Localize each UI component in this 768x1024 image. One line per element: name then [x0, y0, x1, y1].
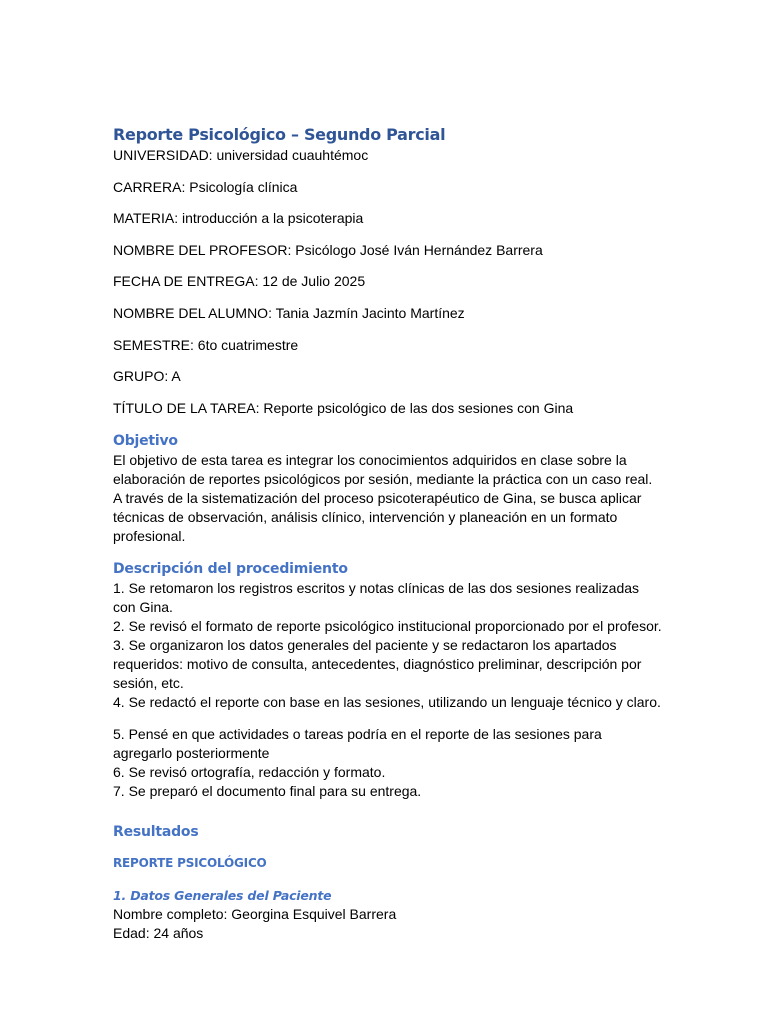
datos-line: Edad: 24 años: [113, 924, 204, 941]
procedimiento-line: 4. Se redactó el reporte con base en las sesiones, utilizando un lenguaje técnico y claro.: [113, 693, 661, 710]
field-alumno: NOMBRE DEL ALUMNO: Tania Jazmín Jacinto Martínez: [113, 304, 465, 321]
field-universidad: UNIVERSIDAD: universidad cuauhtémoc: [113, 147, 369, 163]
document-title: Reporte Psicológico – Segundo Parcial: [113, 125, 446, 144]
heading-resultados: Resultados: [113, 823, 199, 840]
field-titulo-tarea: TÍTULO DE LA TAREA: Reporte psicológico de las dos sesiones con Gina: [113, 399, 574, 416]
objetivo-line: A través de la sistematización del proceso psicoterapéutico de Gina, se busca aplicar: [113, 489, 642, 506]
objetivo-paragraph: [113, 451, 673, 546]
procedimiento-line: 2. Se revisó el formato de reporte psicológico institucional proporcionado por el profesor.: [113, 617, 662, 634]
heading-objetivo: Objetivo: [113, 432, 178, 449]
procedimiento-line: sesión, etc.: [113, 674, 184, 691]
procedimiento-steps-a: [113, 579, 673, 712]
heading-procedimiento: Descripción del procedimiento: [113, 560, 348, 577]
datos-generales: [113, 905, 673, 943]
field-profesor: NOMBRE DEL PROFESOR: Psicólogo José Iván Hernández Barrera: [113, 241, 543, 258]
heading-datos-generales: 1. Datos Generales del Paciente: [113, 887, 332, 903]
procedimiento-steps-b: [113, 725, 673, 801]
procedimiento-line: 1. Se retomaron los registros escritos y notas clínicas de las dos sesiones realizadas: [113, 579, 640, 596]
objetivo-line: elaboración de reportes psicológicos por sesión, mediante la práctica con un caso real.: [113, 470, 653, 487]
field-grupo: GRUPO: A: [113, 368, 181, 385]
document-body: [113, 124, 673, 943]
field-carrera: CARRERA: Psicología clínica: [113, 178, 298, 195]
procedimiento-line: 7. Se preparó el documento final para su entrega.: [113, 782, 422, 799]
objetivo-line: técnicas de observación, análisis clínico, intervención y planeación en un formato: [113, 508, 618, 525]
objetivo-line: El objetivo de esta tarea es integrar los conocimientos adquiridos en clase sobre la: [113, 451, 627, 468]
field-semestre: SEMESTRE: 6to cuatrimestre: [113, 336, 299, 353]
field-materia: MATERIA: introducción a la psicoterapia: [113, 210, 364, 227]
procedimiento-line: agregarlo posteriormente: [113, 744, 270, 761]
field-fecha-entrega: FECHA DE ENTREGA: 12 de Julio 2025: [113, 273, 366, 290]
procedimiento-line: requeridos: motivo de consulta, antecedentes, diagnóstico preliminar, descripción por: [113, 655, 642, 672]
general-info: [113, 146, 673, 418]
heading-reporte-psicologico: REPORTE PSICOLÓGICO: [113, 855, 267, 870]
procedimiento-line: 3. Se organizaron los datos generales del paciente y se redactaron los apartados: [113, 636, 617, 653]
datos-line: Nombre completo: Georgina Esquivel Barrera: [113, 905, 397, 922]
procedimiento-line: 6. Se revisó ortografía, redacción y formato.: [113, 763, 386, 780]
procedimiento-line: 5. Pensé en que actividades o tareas podría en el reporte de las sesiones para: [113, 725, 602, 742]
procedimiento-line: con Gina.: [113, 598, 173, 615]
objetivo-line: profesional.: [113, 527, 186, 544]
